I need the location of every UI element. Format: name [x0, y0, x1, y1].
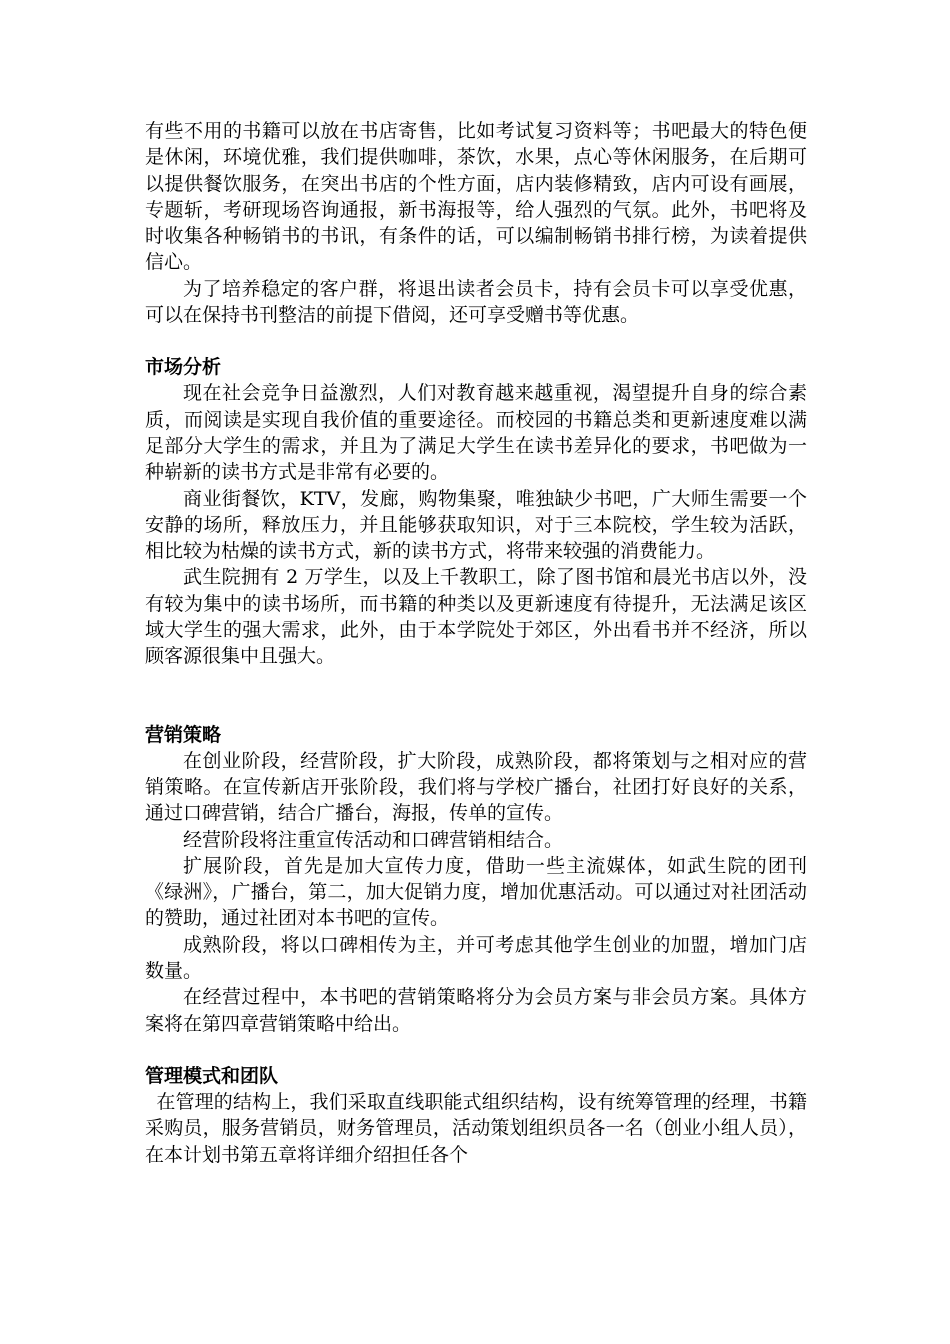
- spacer: [145, 1037, 807, 1063]
- document-page: [145, 118, 807, 1168]
- market-analysis-paragraph-1: 现在社会竞争日益激烈，人们对教育越来越重视，渴望提升自身的综合素质，而阅读是实现自我价值的重要途径。而校园的书籍总类和更新速度难以满足部分大学生的需求，并且为了满足大学生在读书差异化的要求，书吧做为一种崭新的读书方式是非常有必要的。: [145, 382, 807, 484]
- market-analysis-paragraph-2: 商业街餐饮，KTV，发廊，购物集聚，唯独缺少书吧，广大师生需要一个安静的场所，释放压力，并且能够获取知识，对于三本院校，学生较为活跃，相比较为枯燥的读书方式，新的读书方式，将带来较强的消费能力。: [145, 487, 807, 563]
- marketing-strategy-paragraph-2: 经营阶段将注重宣传活动和口碑营销相结合。: [183, 828, 564, 851]
- marketing-strategy-paragraph-3: 扩展阶段，首先是加大宣传力度，借助一些主流媒体，如武生院的团刊《绿洲》，广播台，第二，加大促销力度，增加优惠活动。可以通过对社团活动的赞助，通过社团对本书吧的宣传。: [145, 854, 807, 930]
- marketing-strategy-heading: 营销策略: [145, 723, 222, 746]
- marketing-strategy-paragraph-4: 成熟阶段，将以口碑相传为主，并可考虑其他学生创业的加盟，增加门店数量。: [145, 933, 807, 983]
- management-paragraph-1: 在管理的结构上，我们采取直线职能式组织结构，设有统筹管理的经理，书籍采购员，服务营销员，财务管理员，活动策划组织员各一名（创业小组人员），在本计划书第五章将详细介绍担任各个: [145, 1090, 807, 1166]
- marketing-strategy-paragraph-1: 在创业阶段，经营阶段，扩大阶段，成熟阶段，都将策划与之相对应的营销策略。在宣传新店开张阶段，我们将与学校广播台，社团打好良好的关系，通过口碑营销，结合广播台，海报，传单的宣传。: [145, 749, 807, 825]
- market-analysis-section: [145, 354, 807, 669]
- management-section: [145, 1063, 807, 1168]
- intro-section: [145, 118, 807, 328]
- spacer: [145, 670, 807, 722]
- intro-paragraph-2: 为了培养稳定的客户群，将退出读者会员卡，持有会员卡可以享受优惠，可以在保持书刊整洁的前提下借阅，还可享受赠书等优惠。: [145, 277, 807, 327]
- marketing-strategy-paragraph-5: 在经营过程中，本书吧的营销策略将分为会员方案与非会员方案。具体方案将在第四章营销策略中给出。: [145, 986, 807, 1035]
- market-analysis-heading: 市场分析: [145, 356, 222, 379]
- intro-paragraph-1: 有些不用的书籍可以放在书店寄售，比如考试复习资料等；书吧最大的特色便是休闲，环境优雅，我们提供咖啡，茶饮，水果，点心等休闲服务，在后期可以提供餐饮服务，在突出书店的个性方面，店内装修精致，店内可设有画展，专题斩，考研现场咨询通报，新书海报等，给人强烈的气氛。此外，书吧将及时收集各种畅销书的书讯，有条件的话，可以编制畅销书排行榜，为读着提供信心。: [145, 120, 807, 274]
- market-analysis-paragraph-3: 武生院拥有 2 万学生，以及上千教职工，除了图书馆和晨光书店以外，没有较为集中的读书场所，而书籍的种类以及更新速度有待提升，无法满足该区域大学生的强大需求，此外，由于本学院处于郊区，外出看书并不经济，所以顾客源很集中且强大。: [145, 566, 807, 668]
- management-heading: 管理模式和团队: [145, 1064, 279, 1087]
- spacer: [145, 328, 807, 354]
- marketing-strategy-section: [145, 722, 807, 1037]
